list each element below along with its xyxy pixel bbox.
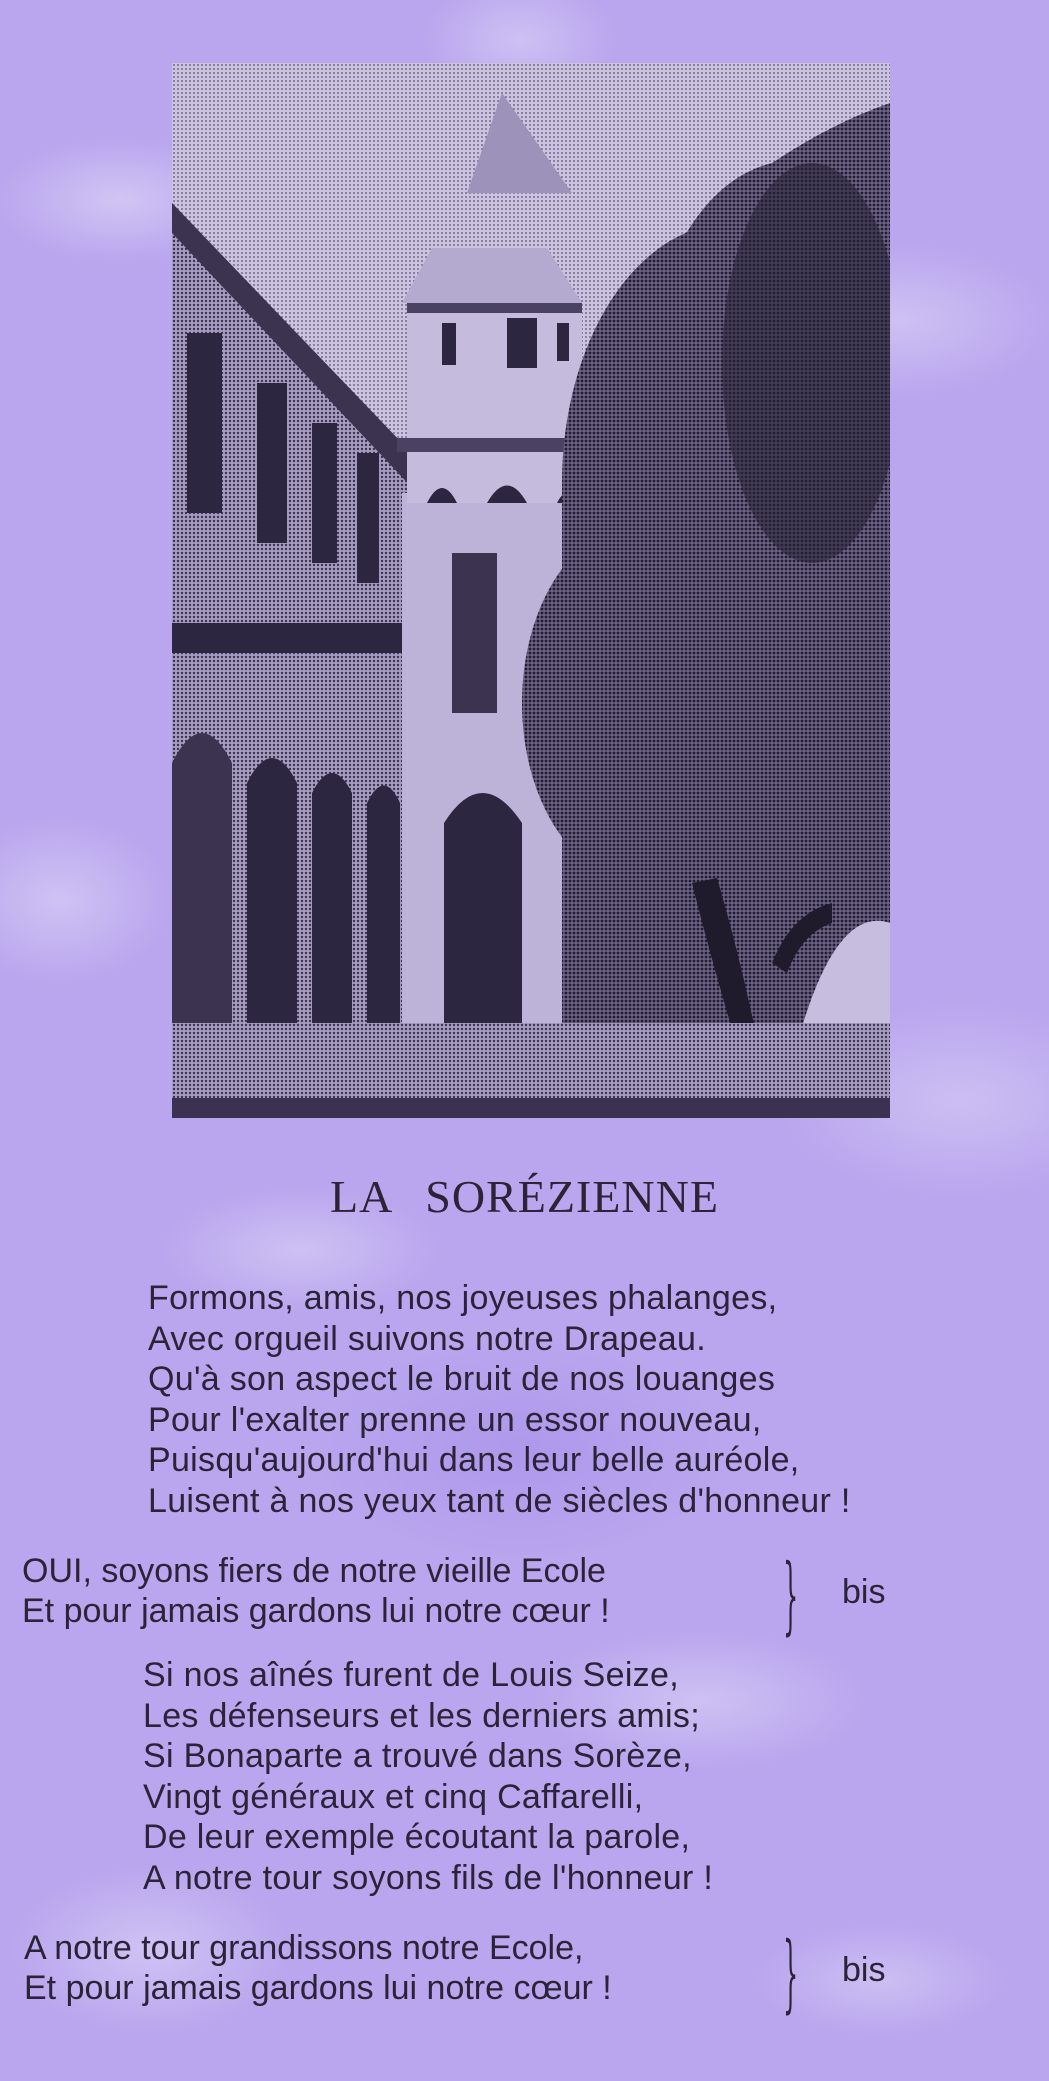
refrain-1 xyxy=(22,1551,610,1631)
verse-line: Qu'à son aspect le bruit de nos louanges xyxy=(148,1360,776,1398)
refrain-line: OUI, soyons fiers de notre vieille Ecole xyxy=(22,1552,606,1590)
verse-line: Pour l'exalter prenne un essor nouveau, xyxy=(148,1400,762,1439)
bis-label: bis xyxy=(842,1573,886,1611)
refrain-2 xyxy=(24,1928,612,2008)
verse-line: Avec orgueil suivons notre Drapeau. xyxy=(148,1319,706,1358)
verse-line: Luisent à nos yeux tant de siècles d'honneur ! xyxy=(148,1481,851,1520)
verse-line: De leur exemple écoutant la parole, xyxy=(143,1818,691,1856)
refrain-line: A notre tour grandissons notre Ecole, xyxy=(24,1929,584,1967)
verse-line: Puisqu'aujourd'hui dans leur belle auréole, xyxy=(148,1441,800,1479)
verse-line: Si Bonaparte a trouvé dans Sorèze, xyxy=(143,1737,692,1775)
refrain-line: Et pour jamais gardons lui notre cœur ! xyxy=(22,1592,610,1630)
curly-brace-icon: } xyxy=(783,1926,799,2023)
verse-line: Les défenseurs et les derniers amis; xyxy=(143,1696,700,1735)
verse-line: A notre tour soyons fils de l'honneur ! xyxy=(143,1858,714,1897)
curly-brace-icon: } xyxy=(783,1548,799,1645)
bis-label: bis xyxy=(842,1951,886,1989)
refrain-line: Et pour jamais gardons lui notre cœur ! xyxy=(24,1969,612,2007)
stanza-1 xyxy=(148,1278,851,1521)
verse-line: Si nos aînés furent de Louis Seize, xyxy=(143,1656,679,1694)
song-title: LA SORÉZIENNE xyxy=(330,1171,719,1222)
verse-line: Formons, amis, nos joyeuses phalanges, xyxy=(148,1279,778,1317)
verse-line: Vingt généraux et cinq Caffarelli, xyxy=(143,1777,644,1816)
stanza-2 xyxy=(143,1655,713,1898)
courtyard-tower-photo-icon xyxy=(172,63,890,1118)
